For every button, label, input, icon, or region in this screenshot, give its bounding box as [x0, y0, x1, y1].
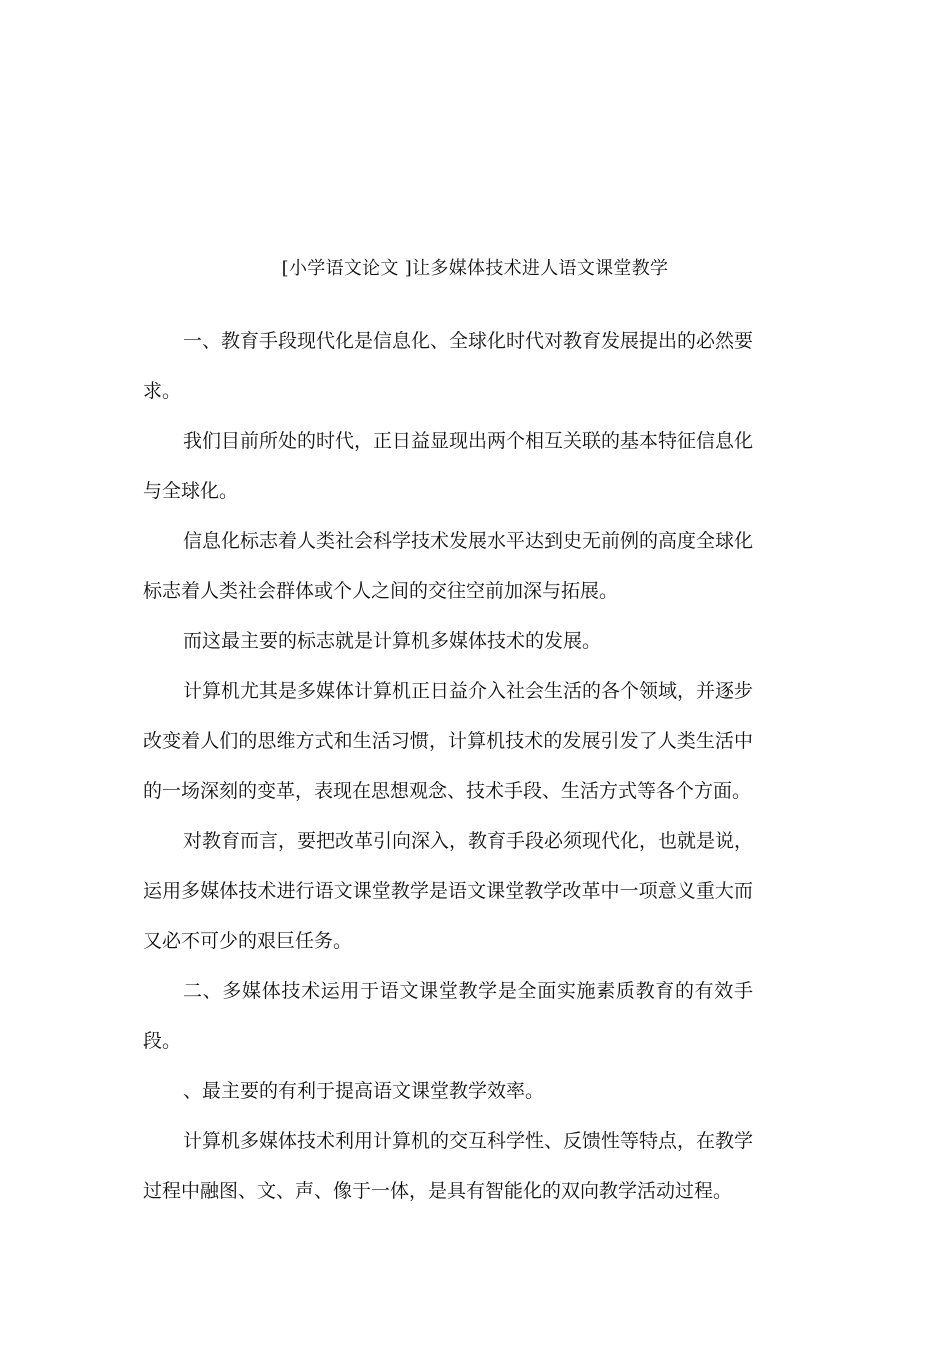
document-title: [小学语文论文 ]让多媒体技术进人语文课堂教学	[281, 258, 669, 279]
document-body	[143, 316, 753, 1216]
paragraph: 一、教育手段现代化是信息化、全球化时代对教育发展提出的必然要求。	[143, 330, 754, 402]
paragraph: 计算机多媒体技术利用计算机的交互科学性、反馈性等特点，在教学过程中融图、文、声、像于一体，是具有智能化的双向教学活动过程。	[143, 1130, 754, 1202]
paragraph: 计算机尤其是多媒体计算机正日益介入社会生活的各个领域，并逐步改变着人们的思维方式和生活习惯，计算机技术的发展引发了人类生活中的一场深刻的变革，表现在思想观念、技术手段、生活方式等各个方面。	[143, 680, 754, 802]
paragraph: 、最主要的有利于提高语文课堂教学效率。	[183, 1080, 545, 1102]
paragraph: 我们目前所处的时代，正日益显现出两个相互关联的基本特征信息化与全球化。	[143, 430, 754, 502]
paragraph: 信息化标志着人类社会科学技术发展水平达到史无前例的高度全球化标志着人类社会群体或个人之间的交往空前加深与拓展。	[143, 530, 754, 602]
paragraph: 而这最主要的标志就是计算机多媒体技术的发展。	[183, 630, 602, 652]
paragraph: 二、多媒体技术运用于语文课堂教学是全面实施素质教育的有效手段。	[143, 980, 753, 1052]
paragraph: 对教育而言，要把改革引向深入，教育手段必须现代化，也就是说，运用多媒体技术进行语文课堂教学是语文课堂教学改革中一项意义重大而又必不可少的艰巨任务。	[143, 830, 754, 952]
